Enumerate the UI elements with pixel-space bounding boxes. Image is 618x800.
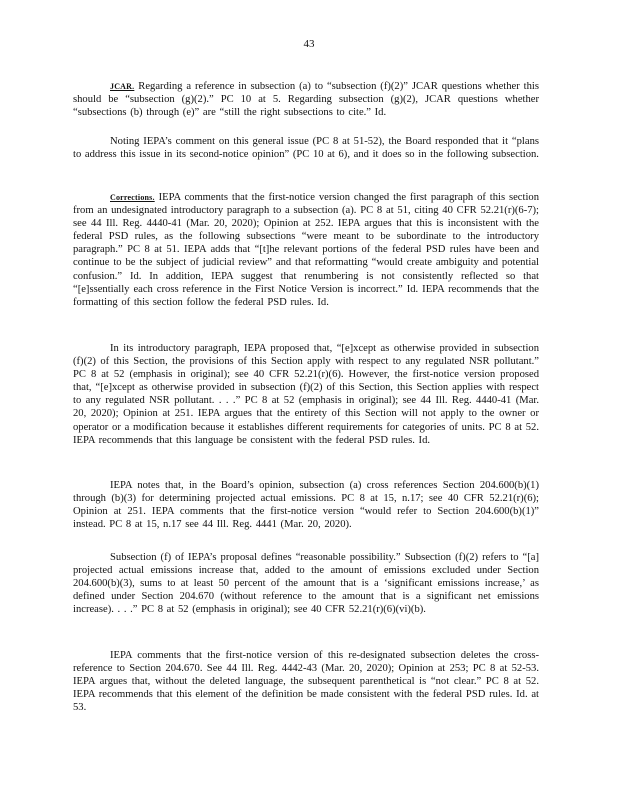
- paragraph-heading: JCAR.: [110, 82, 135, 91]
- paragraph-text: IEPA notes that, in the Board’s opinion, subsection (a) cross references Section 204.600(b)(1) through (b)(3) for determining projected actual emissions. PC 8 at 15, n.17; see 40 CFR 52.21(r)(6); Opinion at 251. IEPA comments that the first-notice version “would refer to Section 204.600(b)(1)” instead. PC 8 at 15, n.17 see 44 Ill. Reg. 4441 (Mar. 20, 2020).: [73, 480, 539, 531]
- paragraph-text: Subsection (f) of IEPA’s proposal defines “reasonable possibility.” Subsection (f)(2) refers to “[a] projected actual emissions increase that, added to the amount of emissions excluded under Section 204.600(b)(3), sums to at least 50 percent of the amount that is a ‘significant emissions increase,’ as defined under Section 204.670 (without reference to the amount that is a significant net emissions increase). . . .” PC 8 at 52 (emphasis in original); see 40 CFR 52.21(r)(6)(vi)(b).: [73, 552, 539, 616]
- paragraph-cross-reference-deleted: [73, 649, 539, 714]
- paragraph-text: IEPA comments that the first-notice version changed the first paragraph of this section from an undesignated introductory paragraph to a subsection (a). PC 8 at 51, citing 40 CFR 52.21(r)(6-7); see 44 Ill. Reg. 4440-41 (Mar. 20, 2020); Opinion at 252. IEPA argues that this is inconsistent with the federal PSD rules, as the following subsections “were meant to be subordinate to the introductory paragraph.” PC 8 at 51. IEPA adds that “[t]he relevant portions of the federal PSD rules have been and continue to be the subject of judicial review” and that reformatting “would create ambiguity and potential confusion.” Id. In addition, IEPA suggest that renumbering is not consistently reflected so that “[e]ssentially each cross reference in the First Notice Version is incorrect.” Id. IEPA recommends that the formatting of this section follow the federal PSD rules. Id.: [73, 192, 539, 308]
- paragraph-cross-references: [73, 479, 539, 531]
- paragraph-introductory: [73, 342, 539, 447]
- paragraph-jcar: [73, 80, 539, 119]
- paragraph-text: In its introductory paragraph, IEPA proposed that, “[e]xcept as otherwise provided in subsection (f)(2) of this Section, the provisions of this Section apply with respect to any regulated NSR pollutant.” PC 8 at 52 (emphasis in original); see 40 CFR 52.21(r)(6). However, the first-notice version proposed that, “[e]xcept as otherwise provided in subsection (f)(2) of this Section, this Section applies with respect to any regulated NSR pollutant. . . .” PC 8 at 52 (emphasis in original); see 44 Ill. Reg. 4440-41 (Mar. 20, 2020); Opinion at 251. IEPA argues that the entirety of this Section will not apply to the owner or operator or a modification because it establishes different requirements for categories of units. PC 8 at 52. IEPA recommends that this language be consistent with the federal PSD rules. Id.: [73, 343, 539, 446]
- paragraph-text: Regarding a reference in subsection (a) to “subsection (f)(2)” JCAR questions whether this should be “subsection (g)(2).” PC 10 at 5. Regarding subsection (g)(2), JCAR questions whether “subsections (b) through (e)” are “still the right subsections to cite.” Id.: [73, 81, 539, 119]
- paragraph-board-response: [73, 135, 539, 161]
- paragraph-corrections: [73, 191, 539, 309]
- paragraph-heading: Corrections.: [110, 193, 155, 202]
- paragraph-text: Noting IEPA’s comment on this general issue (PC 8 at 51-52), the Board responded that it “plans to address this issue in its second-notice opinion” (PC 10 at 6), and it does so in the following subsection.: [73, 136, 539, 161]
- page-number: 43: [303, 38, 315, 50]
- paragraph-reasonable-possibility: [73, 551, 539, 616]
- paragraph-text: IEPA comments that the first-notice version of this re-designated subsection deletes the cross-reference to Section 204.670. See 44 Ill. Reg. 4442-43 (Mar. 20, 2020); Opinion at 253; PC 8 at 52-53. IEPA argues that, without the deleted language, the subsequent parenthetical is “not clear.” PC 8 at 52. IEPA recommends that this element of the definition be made consistent with the federal PSD rules. Id. at 53.: [73, 650, 539, 714]
